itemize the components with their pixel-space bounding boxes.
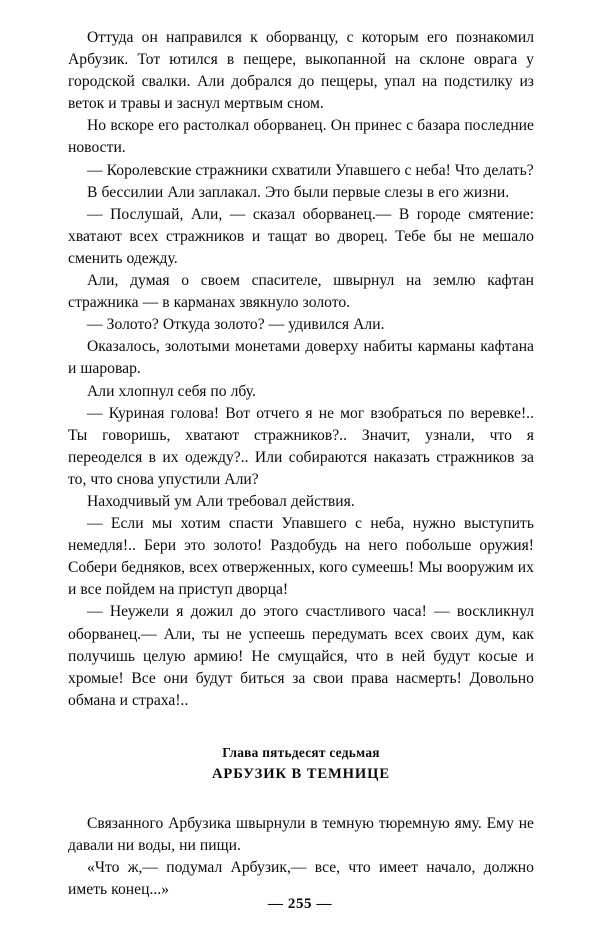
- paragraph: Находчивый ум Али требовал действия.: [87, 492, 355, 510]
- paragraph: — Королевские стражники схватили Упавшего с неба! Что делать?: [87, 161, 534, 179]
- paragraph: Оказалось, золотыми монетами доверху набиты карманы кафтана и шаровар.: [68, 338, 534, 378]
- paragraph: Али хлопнул себя по лбу.: [87, 382, 256, 400]
- paragraph: Али, думая о своем спасителе, швырнул на землю кафтан стражника — в карманах звякнуло золото.: [68, 272, 534, 312]
- paragraph: В бессилии Али заплакал. Это были первые слезы в его жизни.: [87, 183, 510, 201]
- page-number: — 255 —: [267, 896, 333, 912]
- paragraph: — Куриная голова! Вот отчего я не мог взобраться по веревке!.. Ты говоришь, хватают стражников?.. Значит, узнали, что я переоделся в их одежду?.. Или собираются наказать стражников за то, что снова упустили Али?: [68, 404, 534, 488]
- paragraph: — Неужели я дожил до этого счастливого часа! — воскликнул оборванец.— Али, ты не успеешь передумать всех своих дум, как получишь целую армию! Не смущайся, что в ней будут косые и хромые! Все они будут биться за свои права насмерть! Довольно обмана и страха!..: [68, 603, 534, 709]
- paragraph: «Что ж,— подумал Арбузик,— все, что имеет начало, должно иметь конец...»: [68, 859, 534, 899]
- page-text-block: [68, 27, 534, 901]
- paragraph: — Послушай, Али, — сказал оборванец.— В городе смятение: хватают всех стражников и тащат во дворец. Тебе бы не мешало сменить одежду.: [68, 205, 534, 267]
- paragraph: — Если мы хотим спасти Упавшего с неба, нужно выступить немедля!.. Бери это золото! Раздобудь на него побольше оружия! Собери бедняков, всех отверженных, кого сумеешь! Мы вооружим их и все пойдем на приступ дворца!: [68, 515, 534, 599]
- paragraph: Но вскоре его растолкал оборванец. Он принес с базара последние новости.: [68, 117, 534, 157]
- paragraph: — Золото? Откуда золото? — удивился Али.: [87, 316, 385, 334]
- chapter-number: Глава пятьдесят седьмая: [222, 744, 380, 760]
- chapter-spacer-bottom: [68, 785, 534, 813]
- paragraph: Связанного Арбузика швырнули в темную тюремную яму. Ему не давали ни воды, ни пищи.: [68, 814, 534, 854]
- chapter-title: АРБУЗИК В ТЕМНИЦЕ: [211, 765, 391, 782]
- chapter-spacer-top: [68, 712, 534, 742]
- paragraph: Оттуда он направился к оборванцу, с которым его познакомил Арбузик. Тот ютился в пещере, выкопанной на склоне оврага у городской свалки. Али добрался до пещеры, упал на подстилку из веток и травы и заснул мертвым сном.: [68, 29, 534, 113]
